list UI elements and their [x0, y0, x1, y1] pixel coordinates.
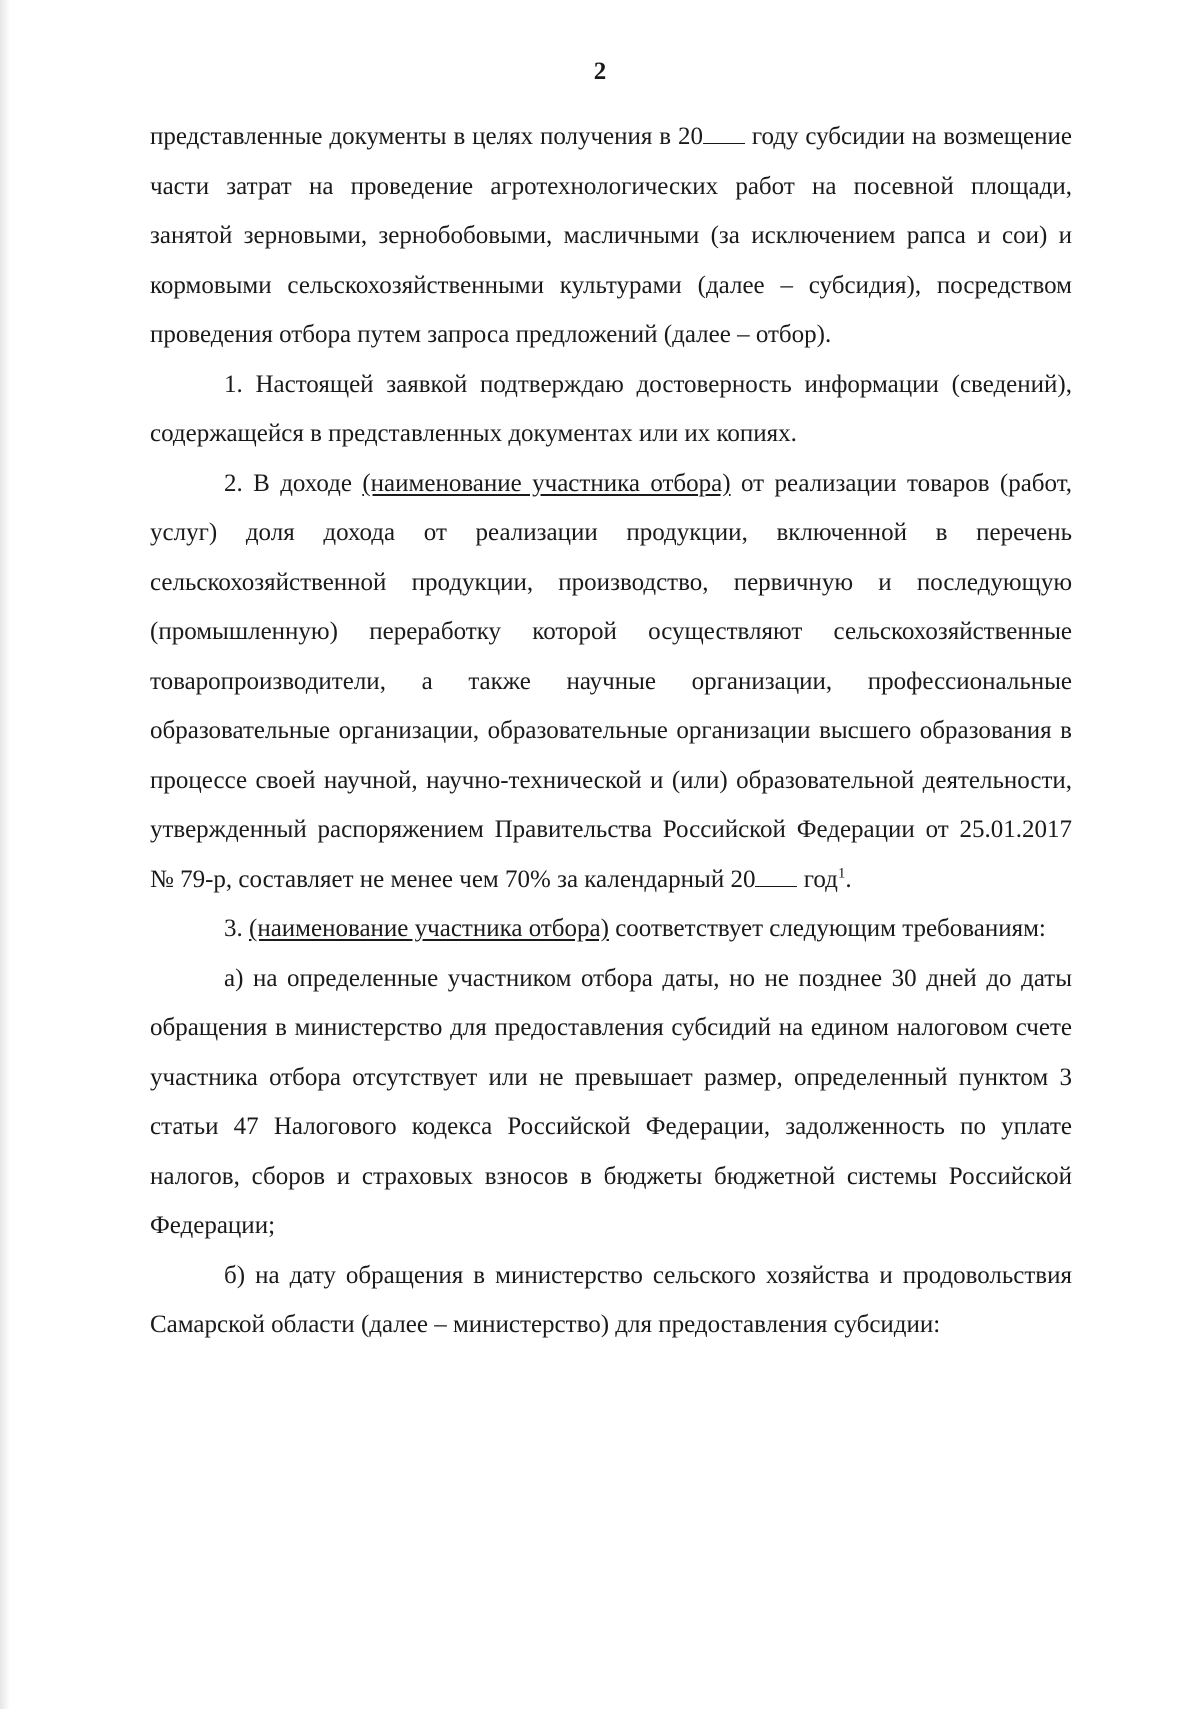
paragraph-1: 1. Настоящей заявкой подтверждаю достоверность информации (сведений), содержащейся в представленных документах или их копиях. — [150, 370, 1072, 447]
intro-text-end: году субсидии на возмещение части затрат на проведение агротехнологических работ на посевной площади, занятой зерновыми, зернобобовыми, масличными (за исключением рапса и сои) и кормовыми сельскохозяйственными культурами (далее – субсидия), посредством проведения отбора путем запроса предложений (далее – отбор). — [150, 123, 1072, 348]
paragraph-2-start: 2. В доходе — [224, 469, 363, 497]
intro-text-start: представленные документы в целях получения в 20 — [150, 123, 703, 150]
page-number: 2 — [593, 58, 607, 85]
year-blank — [703, 142, 745, 144]
scan-edge-shadow — [0, 0, 10, 1709]
year-blank — [755, 885, 797, 887]
paragraph-intro — [150, 112, 1072, 360]
paragraph-3 — [150, 904, 1072, 954]
paragraph-3b: б) на дату обращения в министерство сельского хозяйства и продовольствия Самарской области (далее – министерство) для предоставления субсидии: — [150, 1261, 1072, 1338]
paragraph-3-start: 3. — [224, 915, 249, 942]
participant-placeholder: (наименование участника отбора) — [362, 469, 731, 497]
paragraph-3a: а) на определенные участником отбора даты, но не позднее 30 дней до даты обращения в министерство для предоставления субсидий на едином налоговом счете участника отбора отсутствует или не превышает размер, определенный пунктом 3 статьи 47 Налогового кодекса Российской Федерации, задолженность по уплате налогов, сборов и страховых взносов в бюджеты бюджетной системы Российской Федерации; — [150, 964, 1072, 1239]
paragraph-2 — [150, 459, 1072, 905]
paragraph-2-end: . — [845, 865, 852, 893]
participant-placeholder: (наименование участника отбора) — [249, 915, 609, 942]
document-body — [150, 112, 1072, 1350]
paragraph-2-year-word: год — [797, 865, 838, 893]
footnote-marker: 1 — [837, 865, 846, 882]
paragraph-2-body: от реализации товаров (работ, услуг) доля дохода от реализации продукции, включенной в перечень сельскохозяйственной продукции, производство, первичную и последующую (промышленную) переработку которой осуществляют сельскохозяйственные товаропроизводители, а также научные организации, профессиональные образовательные организации, образовательные организации высшего образования в процессе своей научной, научно-технической и (или) образовательной деятельности, утвержденный распоряжением Правительства Российской Федерации от 25.01.2017 № 79-р, составляет не менее чем 70% за календарный 20 — [150, 469, 1072, 893]
paragraph-3-end: соответствует следующим требованиям: — [608, 915, 1046, 942]
